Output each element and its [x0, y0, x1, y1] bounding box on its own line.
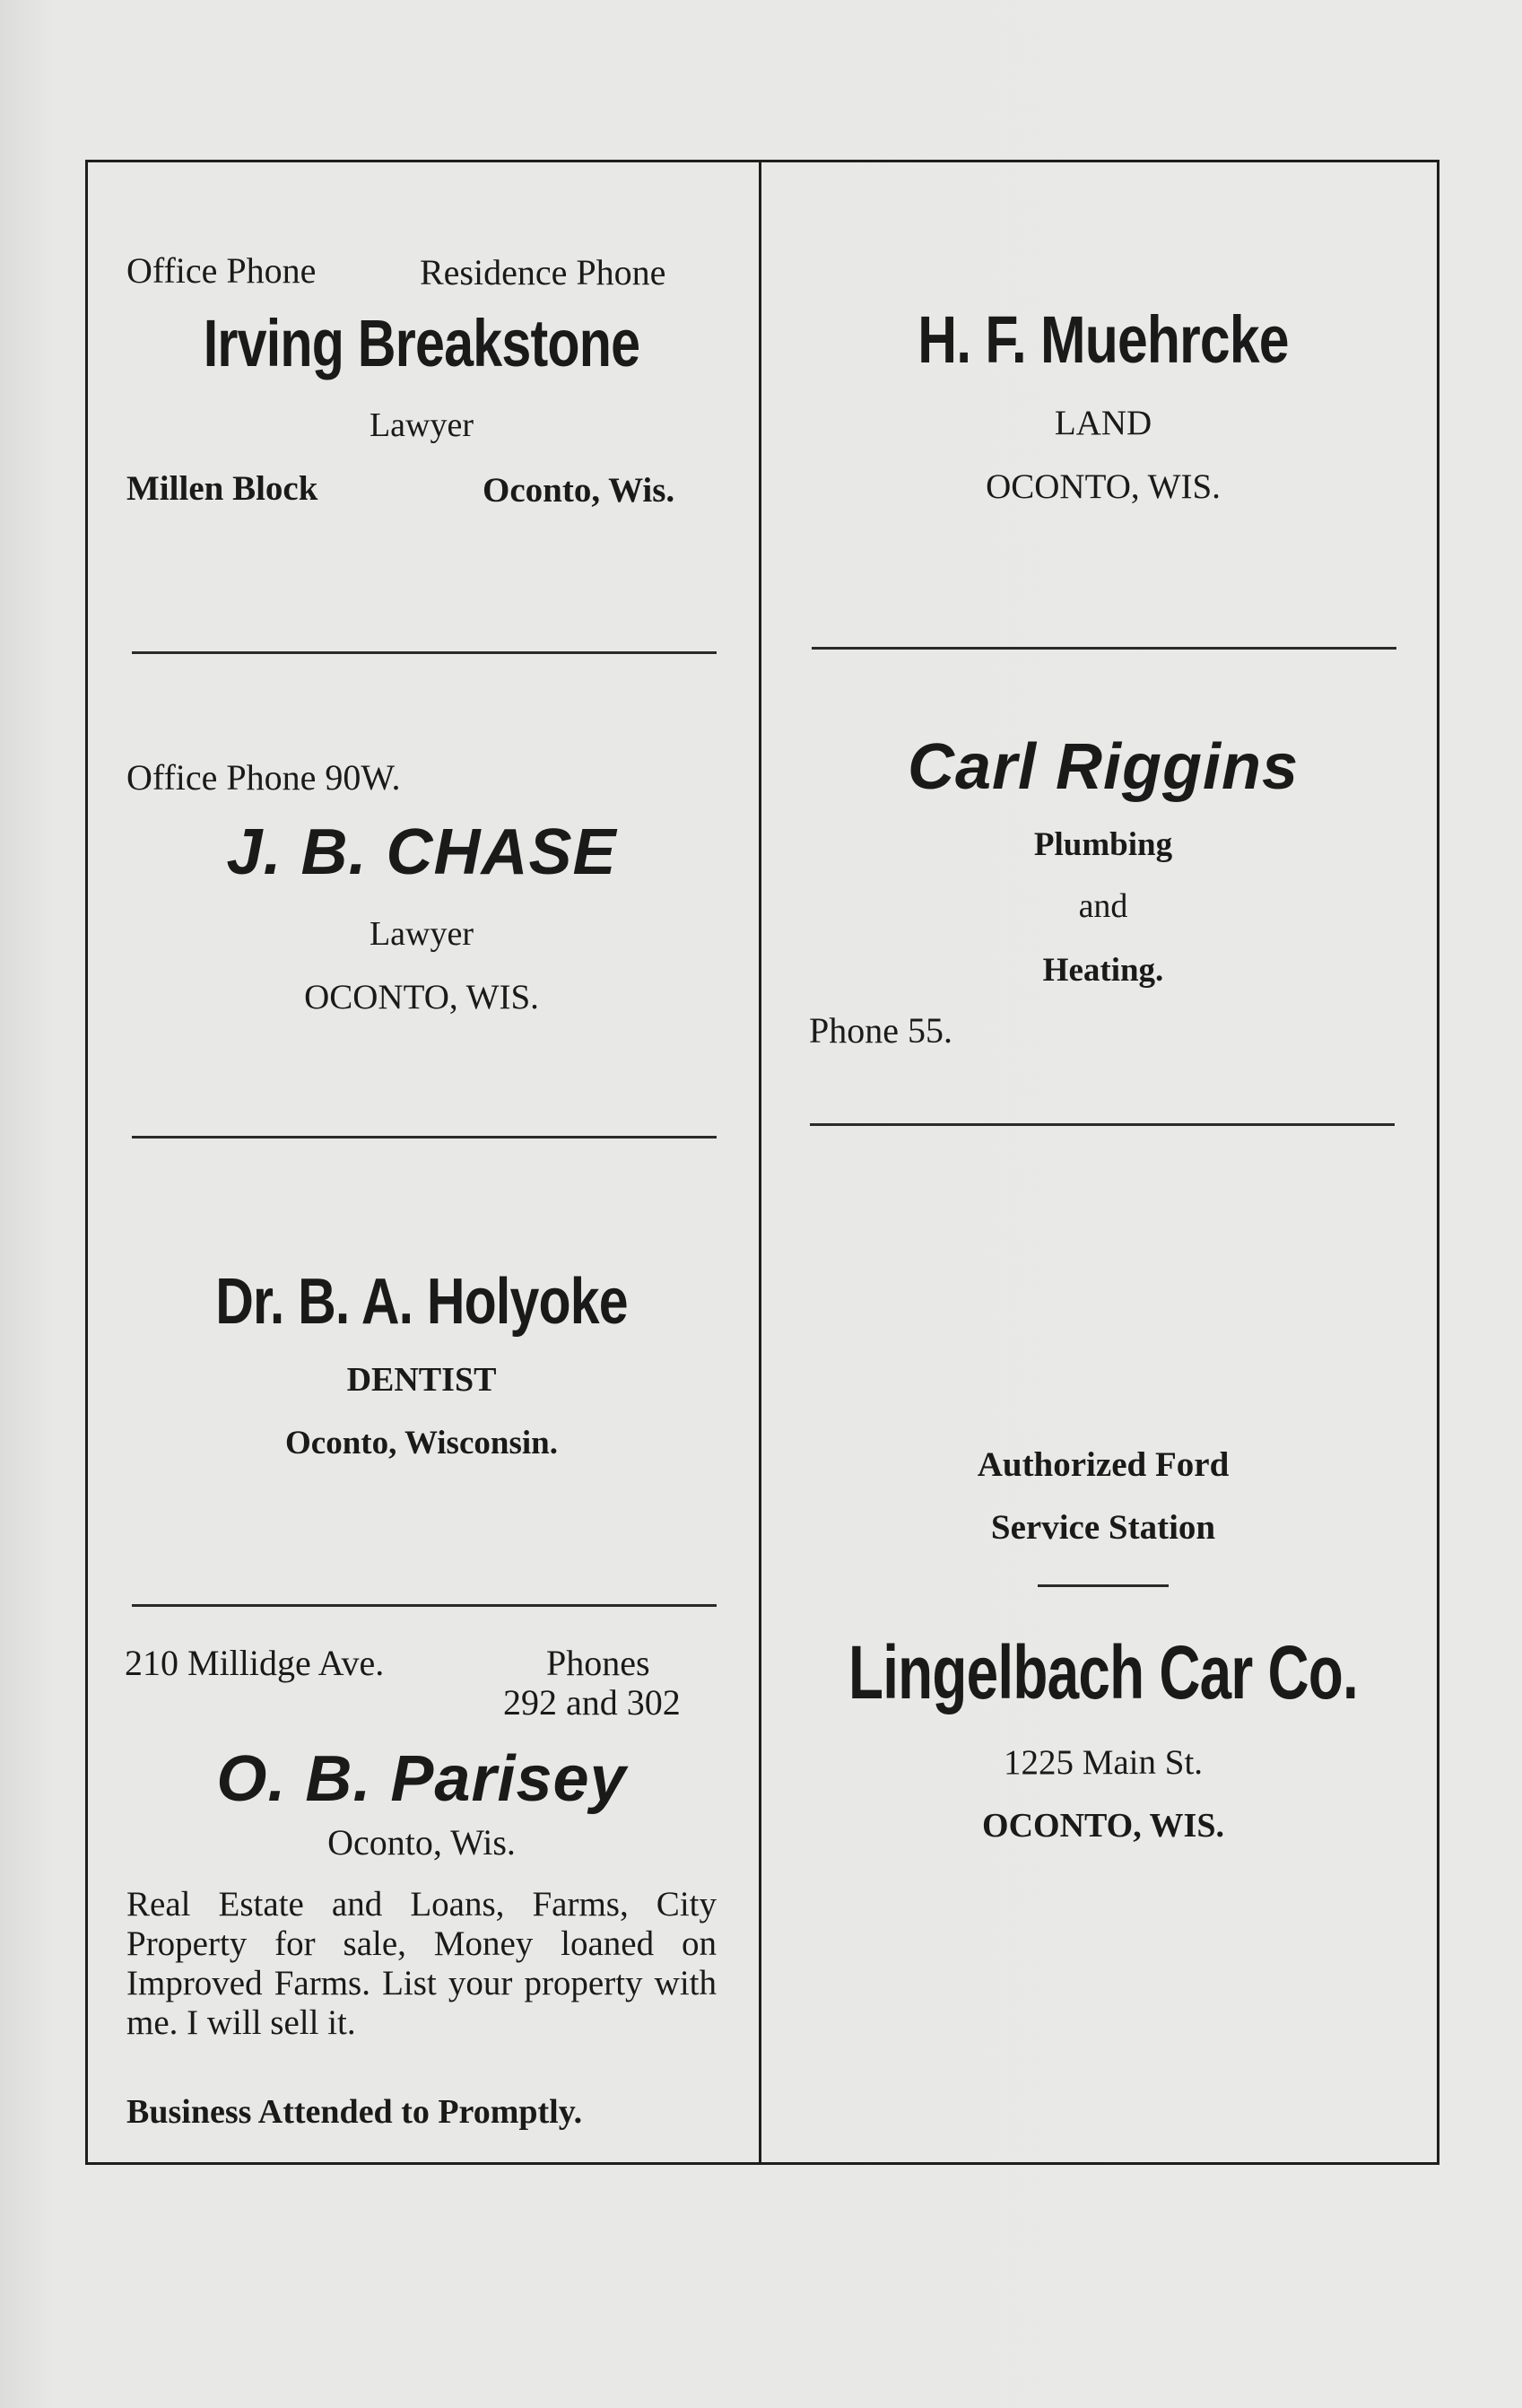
street-address: 210 Millidge Ave. — [125, 1643, 385, 1683]
advertiser-name: J. B. CHASE — [226, 816, 617, 888]
advertiser-name: Irving Breakstone — [203, 306, 640, 380]
rule-right-2 — [810, 1123, 1395, 1126]
ad-page-frame — [85, 160, 1439, 2165]
business-type: LAND — [1054, 404, 1152, 442]
advertiser-name: Dr. B. A. Holyoke — [215, 1266, 628, 1338]
city: OCONTO, WIS. — [986, 467, 1221, 506]
phones-label: Phones — [546, 1643, 650, 1683]
office-phone: Office Phone 90W. — [126, 757, 401, 798]
city: OCONTO, WIS. — [982, 1807, 1224, 1845]
service-line-2: and — [1078, 887, 1128, 925]
phone: Phone 55. — [809, 1010, 952, 1051]
tagline: Business Attended to Promptly. — [126, 2093, 583, 2131]
column-divider — [759, 160, 761, 2165]
residence-phone-label: Residence Phone — [420, 252, 666, 292]
description: Real Estate and Loans, Farms, City Property for sale, Money loaned on Improved Farms. List your property with me. I will sell it. — [126, 1885, 717, 2042]
phone-numbers: 292 and 302 — [503, 1682, 681, 1723]
profession: Lawyer — [369, 915, 474, 953]
advertiser-name: Carl Riggins — [907, 731, 1300, 803]
rule-left-1 — [132, 651, 717, 654]
ford-line-1: Authorized Ford — [977, 1445, 1230, 1484]
office-phone-label: Office Phone — [126, 250, 317, 291]
city: OCONTO, WIS. — [304, 978, 539, 1016]
city: Oconto, Wis. — [483, 471, 675, 510]
address: Millen Block — [126, 469, 318, 508]
rule-left-3 — [132, 1604, 717, 1607]
ford-line-2: Service Station — [990, 1508, 1216, 1547]
service-line-3: Heating. — [1042, 952, 1164, 989]
street-address: 1225 Main St. — [1003, 1743, 1204, 1782]
rule-ford-short — [1038, 1584, 1169, 1587]
advertiser-name: Lingelbach Car Co. — [848, 1630, 1359, 1714]
service-line-1: Plumbing — [1033, 826, 1173, 863]
city: Oconto, Wisconsin. — [285, 1425, 558, 1461]
profession: Lawyer — [369, 406, 474, 444]
rule-left-2 — [132, 1136, 717, 1139]
rule-right-1 — [812, 647, 1396, 650]
profession: DENTIST — [346, 1361, 497, 1399]
advertiser-name: H. F. Muehrcke — [918, 302, 1289, 377]
advertiser-name: O. B. Parisey — [216, 1743, 627, 1815]
city: Oconto, Wis. — [327, 1822, 516, 1863]
